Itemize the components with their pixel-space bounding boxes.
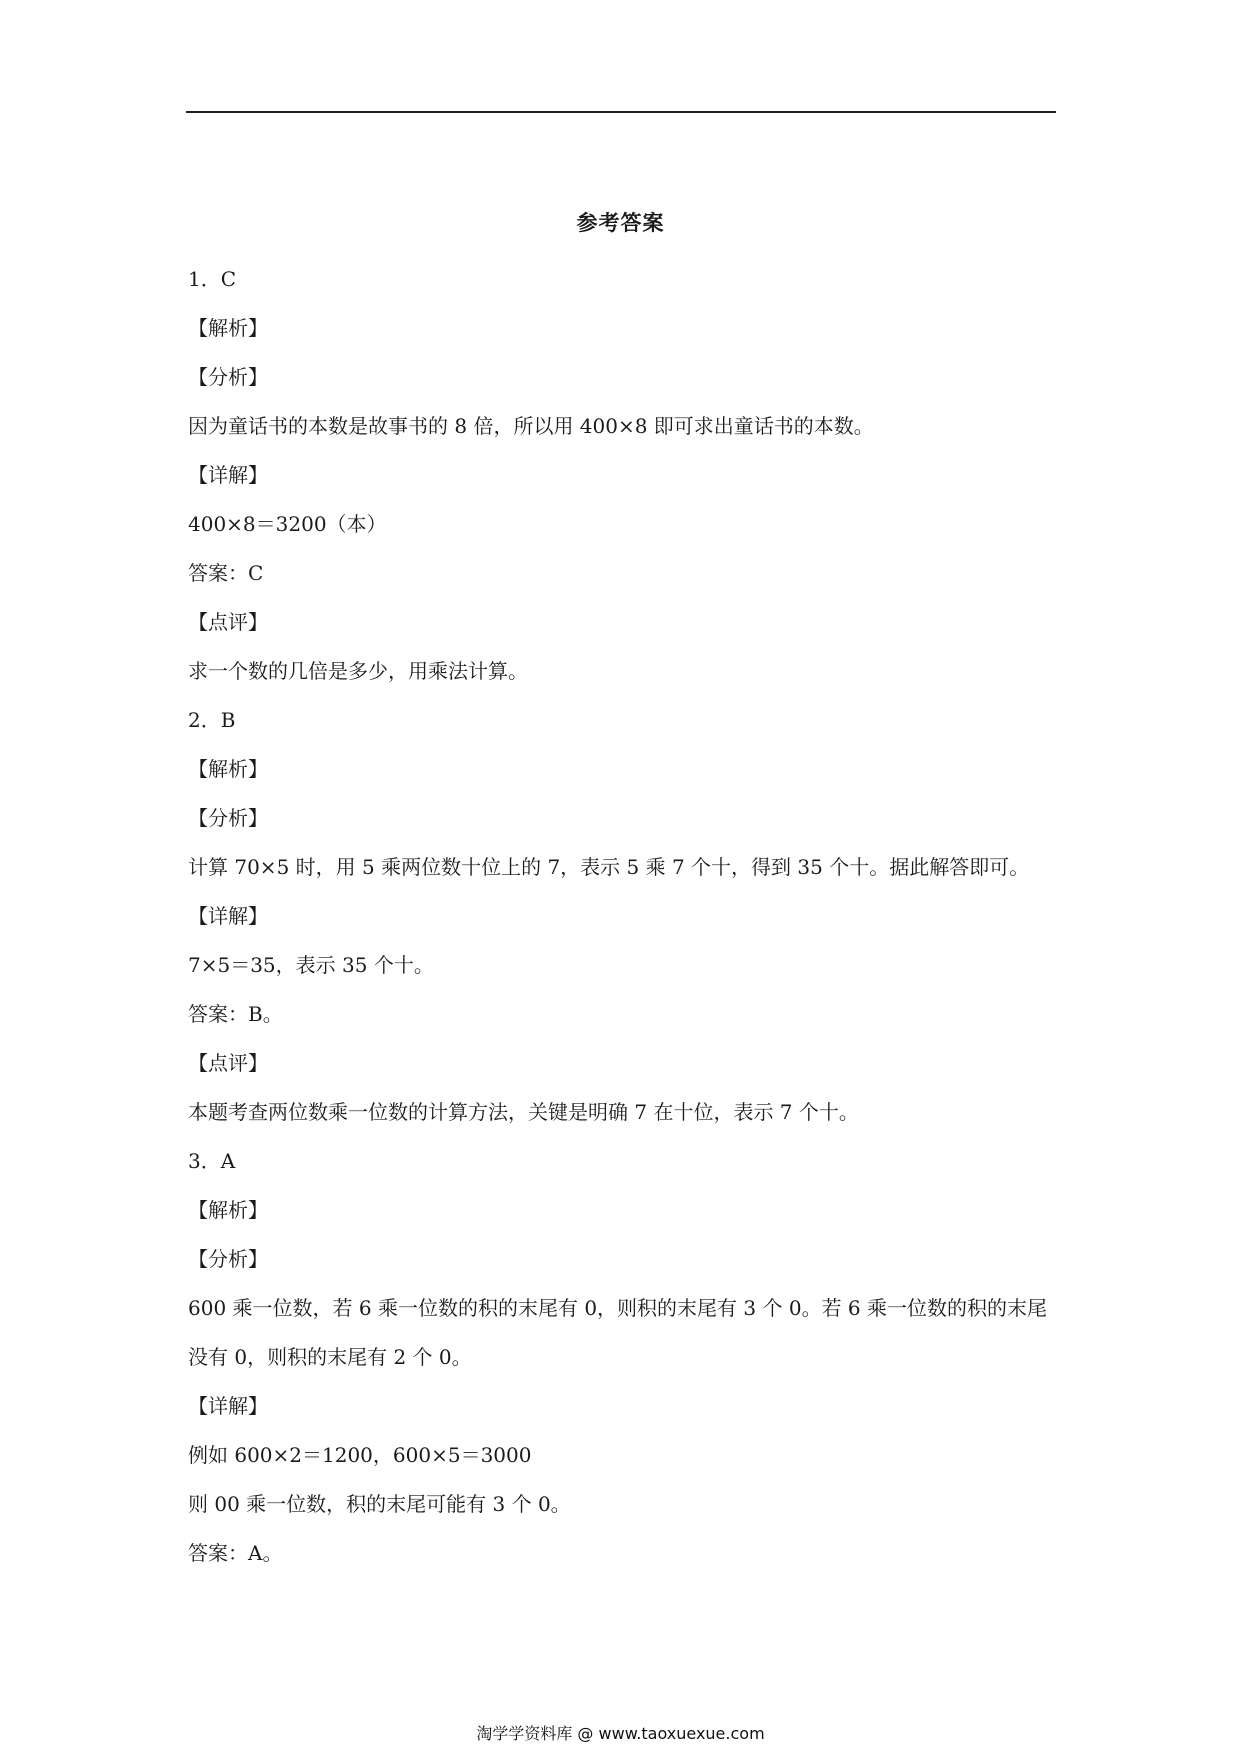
detail-text: 例如 600×2＝1200，600×5＝3000 — [188, 1443, 532, 1467]
section-xiangjie: 【详解】 — [188, 1394, 268, 1418]
section-jiexi: 【解析】 — [188, 757, 268, 781]
footer-watermark: 淘学学资料库 @ www.taoxuexue.com — [476, 1724, 765, 1743]
answer-3-label: 3．A — [188, 1149, 236, 1173]
section-fenxi: 【分析】 — [188, 365, 268, 389]
analysis-text: 计算 70×5 时，用 5 乘两位数十位上的 7，表示 5 乘 7 个十，得到 35 个十。据此解答即可。 — [188, 855, 1030, 879]
answer-1-label: 1．C — [188, 267, 237, 291]
section-jiexi: 【解析】 — [188, 316, 268, 340]
analysis-text: 因为童话书的本数是故事书的 8 倍，所以用 400×8 即可求出童话书的本数。 — [188, 414, 874, 438]
section-xiangjie: 【详解】 — [188, 904, 268, 928]
section-fenxi: 【分析】 — [188, 806, 268, 830]
section-xiangjie: 【详解】 — [188, 463, 268, 487]
header-rule — [186, 111, 1056, 113]
section-fenxi: 【分析】 — [188, 1247, 268, 1271]
comment-text: 本题考查两位数乘一位数的计算方法，关键是明确 7 在十位，表示 7 个十。 — [188, 1100, 859, 1124]
page-title: 参考答案 — [576, 210, 665, 235]
detail-text: 7×5＝35，表示 35 个十。 — [188, 953, 434, 977]
detail-text: 400×8＝3200（本） — [188, 512, 387, 536]
answer-text: 答案：C — [188, 561, 264, 585]
section-jiexi: 【解析】 — [188, 1198, 268, 1222]
comment-text: 求一个数的几倍是多少，用乘法计算。 — [188, 659, 528, 683]
answer-2-label: 2．B — [188, 708, 236, 732]
analysis-text: 600 乘一位数，若 6 乘一位数的积的末尾有 0，则积的末尾有 3 个 0。若 6 乘一位数的积的末尾没有 0，则积的末尾有 2 个 0。 — [188, 1296, 1048, 1369]
section-dianping: 【点评】 — [188, 1051, 268, 1075]
answer-text: 答案：A。 — [188, 1541, 283, 1565]
section-dianping: 【点评】 — [188, 610, 268, 634]
answer-body — [188, 255, 1056, 1578]
detail-text: 则 00 乘一位数，积的末尾可能有 3 个 0。 — [188, 1492, 571, 1516]
answer-text: 答案：B。 — [188, 1002, 283, 1026]
